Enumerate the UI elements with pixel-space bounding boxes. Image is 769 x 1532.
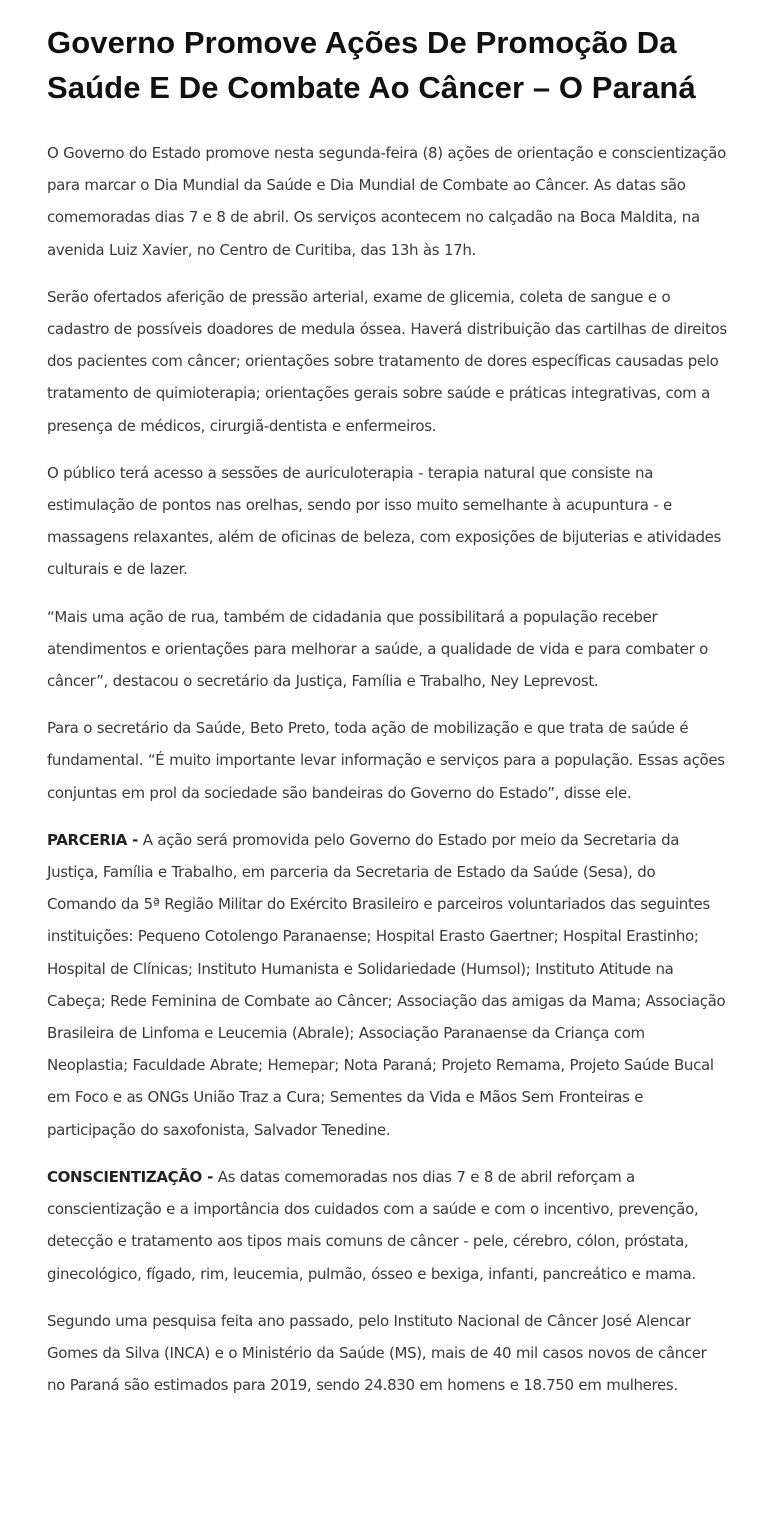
paragraph-intro: O Governo do Estado promove nesta segunda-feira (8) ações de orientação e conscientização para marcar o Dia Mundial da Saúde e Dia Mundial de Combate ao Câncer. As datas são comemoradas dias 7 e 8 de abril. Os serviços acontecem no calçadão na Boca Maldita, na avenida Luiz Xavier, no Centro de Curitiba, das 13h às 17h. — [47, 144, 726, 259]
article-title: Governo Promove Ações De Promoção Da Saúde E De Combate Ao Câncer – O Paraná — [47, 25, 696, 105]
paragraph-statistics: Segundo uma pesquisa feita ano passado, pelo Instituto Nacional de Câncer José Alencar Gomes da Silva (INCA) e o Ministério da Saúde (MS), mais de 40 mil casos novos de câncer no Paraná são estimados para 2019, sendo 24.830 em homens e 18.750 em mulheres. — [47, 1311, 707, 1395]
article-body — [47, 137, 729, 1401]
parceria-text: A ação será promovida pelo Governo do Estado por meio da Secretaria da Justiça, Família e Trabalho, em parceria da Secretaria de Estado da Saúde (Sesa), do Comando da 5ª Região Militar do Exército Brasileiro e parceiros voluntariados das seguintes instituições: Pequeno Cotolengo Paranaense; Hospital Erasto Gaertner; Hospital Erastinho; Hospital de Clínicas; Instituto Humanista e Solidariedade (Humsol); Instituto Atitude na Cabeça; Rede Feminina de Combate ao Câncer; Associação das amigas da Mama; Associação Brasileira de Linfoma e Leucemia (Abrale); Associação Paranaense da Criança com Neoplastia; Faculdade Abrate; Hemepar; Nota Paraná; Projeto Remama, Projeto Saúde Bucal em Foco e as ONGs União Traz a Cura; Sementes da Vida e Mãos Sem Fronteiras e participação do saxofonista, Salvador Tenedine. — [47, 830, 726, 1139]
paragraph-services: Serão ofertados aferição de pressão arterial, exame de glicemia, coleta de sangue e o cadastro de possíveis doadores de medula óssea. Haverá distribuição das cartilhas de direitos dos pacientes com câncer; orientações sobre tratamento de dores específicas causadas pelo tratamento de quimioterapia; orientações gerais sobre saúde e práticas integrativas, com a presença de médicos, cirurgiã-dentista e enfermeiros. — [47, 287, 727, 435]
paragraph-quote-beto-preto: Para o secretário da Saúde, Beto Preto, toda ação de mobilização e que trata de saúde é fundamental. “É muito importante levar informação e serviços para a população. Essas ações conjuntas em prol da sociedade são bandeiras do Governo do Estado”, disse ele. — [47, 719, 725, 802]
paragraph-public-access: O público terá acesso a sessões de auriculoterapia - terapia natural que consiste na estimulação de pontos nas orelhas, sendo por isso muito semelhante à acupuntura - e massagens relaxantes, além de oficinas de beleza, com exposições de bijuterias e atividades culturais e de lazer. — [47, 463, 721, 579]
paragraph-quote-leprevost: “Mais uma ação de rua, também de cidadania que possibilitará a população receber atendimentos e orientações para melhorar a saúde, a qualidade de vida e para combater o câncer”, destacou o secretário da Justiça, Família e Trabalho, Ney Leprevost. — [47, 607, 708, 691]
conscientizacao-label: CONSCIENTIZAÇÃO - — [47, 1167, 213, 1186]
paragraph-parceria — [47, 824, 729, 1146]
paragraph-conscientizacao — [47, 1161, 729, 1290]
parceria-label: PARCERIA - — [47, 830, 139, 849]
conscientizacao-text: As datas comemoradas nos dias 7 e 8 de abril reforçam a conscientização e a importância dos cuidados com a saúde e com o incentivo, prevenção, detecção e tratamento aos tipos mais comuns de câncer - pele, cérebro, cólon, próstata, ginecológico, fígado, rim, leucemia, pulmão, ósseo e bexiga, infanti, pancreático e mama. — [47, 1167, 699, 1283]
